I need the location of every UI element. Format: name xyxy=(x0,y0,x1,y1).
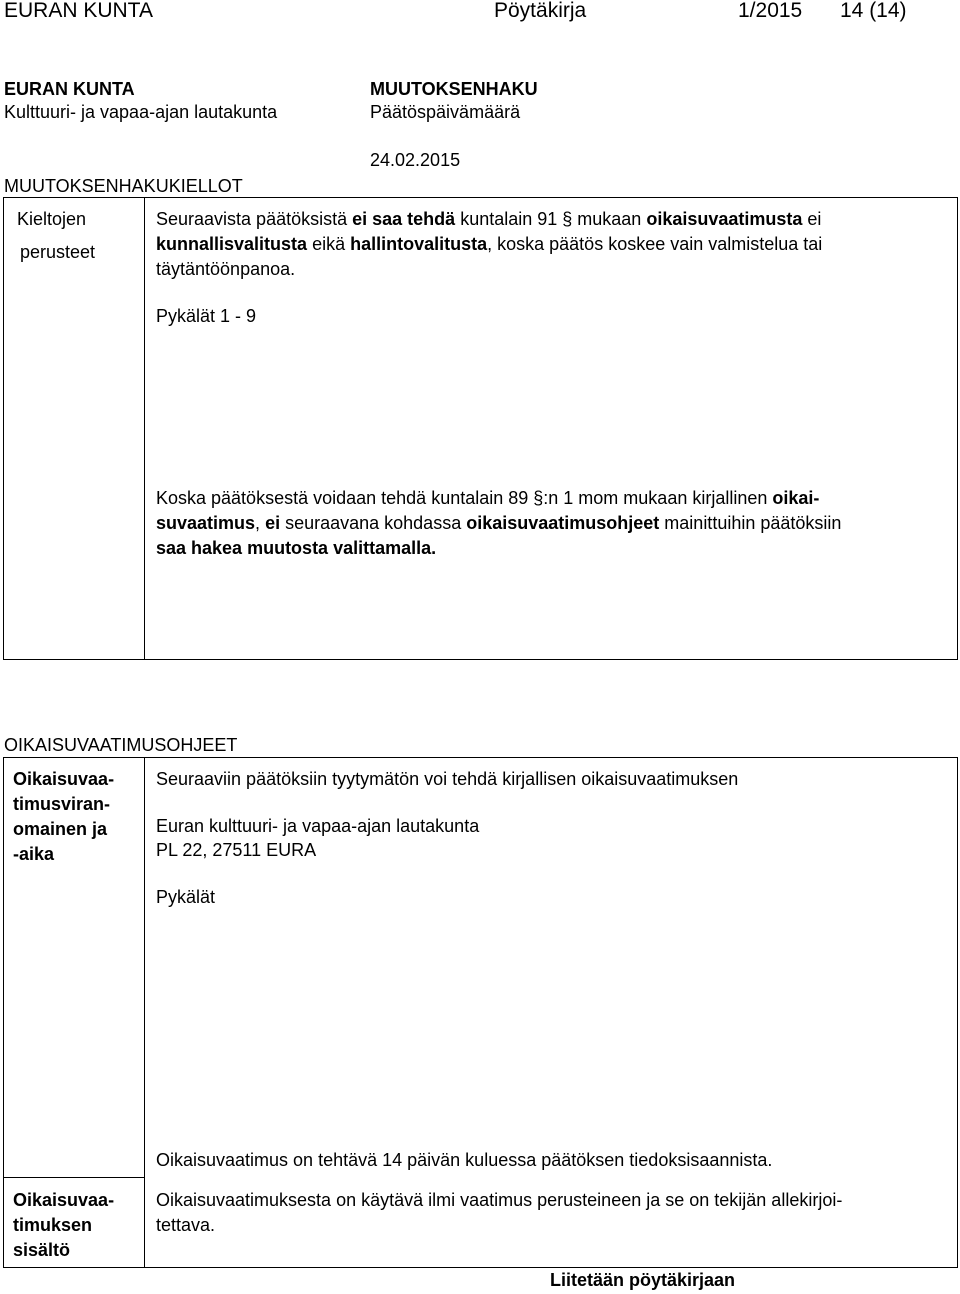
instructions-heading: OIKAISUVAATIMUSOHJEET xyxy=(4,735,238,755)
instructions-side-separator xyxy=(3,1177,145,1178)
instructions-divider xyxy=(144,757,145,1268)
p2-text-c: seuraavana kohdassa xyxy=(280,513,467,533)
content-line1: Oikaisuvaatimuksesta on käytävä ilmi vaatimus perusteineen ja se on tekijän allekirjoi- xyxy=(156,1190,843,1210)
p2-bold-a: oikai- xyxy=(772,488,820,508)
p1-bold-a: ei saa tehdä xyxy=(352,209,456,229)
prohibition-divider xyxy=(144,197,145,660)
date-value: 24.02.2015 xyxy=(370,150,461,170)
p2-bold-c: ei xyxy=(265,513,281,533)
instructions-side-content xyxy=(13,1188,114,1263)
p2-bold-e: saa hakea muutosta valittamalla. xyxy=(156,538,437,558)
footer-note: Liitetään pöytäkirjaan xyxy=(550,1270,736,1290)
prohibition-paragraph-1 xyxy=(156,207,946,282)
p2-text-a: Koska päätöksestä voidaan tehdä kuntalain 89 §:n 1 mom mukaan kirjallinen xyxy=(156,488,773,508)
side1-line4: -aika xyxy=(13,844,55,864)
org-name: EURAN KUNTA xyxy=(4,79,135,99)
page-header xyxy=(0,0,960,26)
date-label: Päätöspäivämäärä xyxy=(370,102,521,122)
p1-text-c: ei xyxy=(802,209,822,229)
p1-text-e: , koska päätös koskee vain valmistelua tai xyxy=(487,234,823,254)
p1-text-a: Seuraavista päätöksistä xyxy=(156,209,353,229)
side1-line2: timusviran- xyxy=(13,794,111,814)
side2-line1: Oikaisuvaa- xyxy=(13,1190,115,1210)
prohibition-sections: Pykälät 1 - 9 xyxy=(156,306,257,326)
header-doc-type: Pöytäkirja xyxy=(494,0,587,22)
header-municipality: EURAN KUNTA xyxy=(4,0,153,22)
instructions-authority: Euran kulttuuri- ja vapaa-ajan lautakunta xyxy=(156,816,480,836)
p2-bold-b: suvaatimus xyxy=(156,513,256,533)
side2-line3: sisältö xyxy=(13,1240,71,1260)
p1-text-f: täytäntöönpanoa. xyxy=(156,259,296,279)
header-doc-number: 1/2015 xyxy=(738,0,803,22)
prohibition-side-line1: Kieltojen xyxy=(17,209,87,229)
content-line2: tettava. xyxy=(156,1215,216,1235)
prohibition-heading: MUUTOKSENHAKUKIELLOT xyxy=(4,176,243,196)
p2-text-d: mainittuihin päätöksiin xyxy=(659,513,842,533)
side2-line2: timuksen xyxy=(13,1215,93,1235)
prohibition-paragraph-2 xyxy=(156,486,946,561)
instructions-content xyxy=(156,1188,842,1238)
instructions-line1: Seuraaviin päätöksiin tyytymätön voi tehdä kirjallisen oikaisuvaatimuksen xyxy=(156,769,739,789)
p2-bold-d: oikaisuvaatimusohjeet xyxy=(466,513,660,533)
p1-bold-c: kunnallisvalitusta xyxy=(156,234,308,254)
instructions-address: PL 22, 27511 EURA xyxy=(156,840,317,860)
header-page-number: 14 (14) xyxy=(840,0,907,22)
instructions-deadline: Oikaisuvaatimus on tehtävä 14 päivän kuluessa päätöksen tiedoksisaannista. xyxy=(156,1150,773,1170)
org-board: Kulttuuri- ja vapaa-ajan lautakunta xyxy=(4,102,278,122)
side1-line3: omainen ja xyxy=(13,819,108,839)
p1-text-b: kuntalain 91 § mukaan xyxy=(455,209,647,229)
p1-text-d: eikä xyxy=(307,234,351,254)
prohibition-side-line2: perusteet xyxy=(20,242,96,262)
appeal-label: MUUTOKSENHAKU xyxy=(370,79,538,99)
p1-bold-d: hallintovalitusta xyxy=(350,234,488,254)
instructions-side-authority xyxy=(13,767,114,867)
p2-text-b: , xyxy=(255,513,266,533)
p1-bold-b: oikaisuvaatimusta xyxy=(646,209,803,229)
side1-line1: Oikaisuvaa- xyxy=(13,769,115,789)
instructions-sections-label: Pykälät xyxy=(156,887,216,907)
